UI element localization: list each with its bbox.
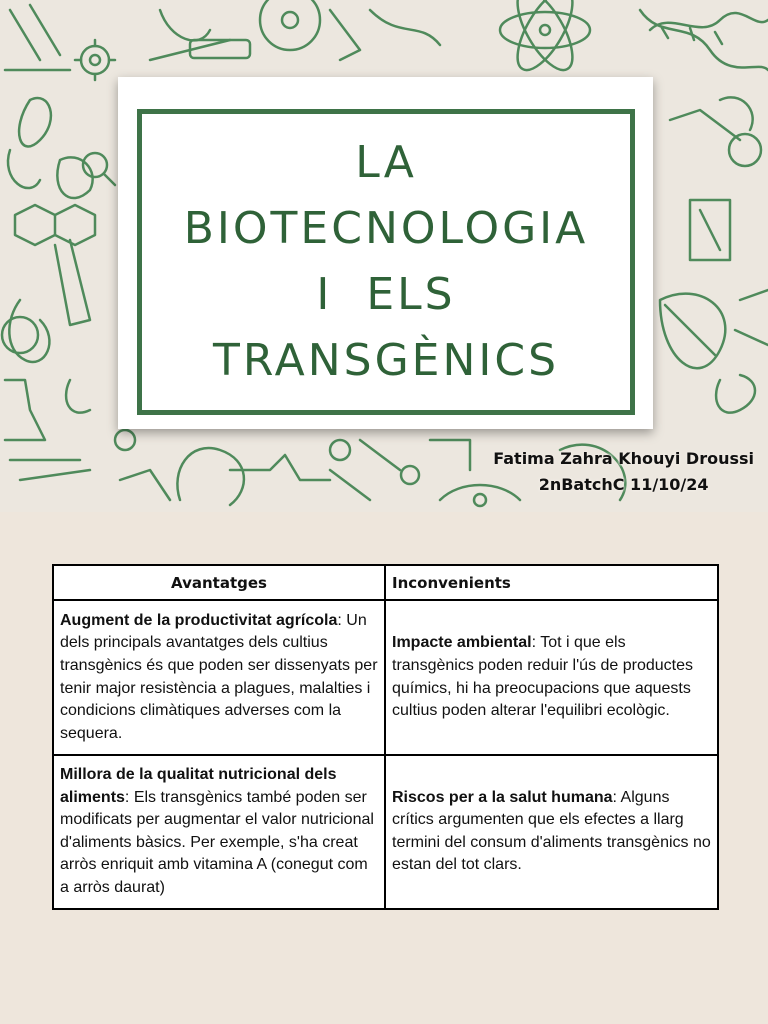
class-date: 2nBatchC 11/10/24 [538,475,709,494]
advantage-text: : Un dels principals avantatges dels cultius transgènics és que poden ser dissenyats per tenir major resistència a plagues, malalties i condicions climàtiques adverses com la sequera. [60,611,378,742]
disadvantage-cell [385,755,718,909]
advantage-cell [53,600,385,755]
table-row [53,600,718,755]
advantage-title: Millora de la qualitat nutricional dels aliments [60,766,337,806]
disadvantage-title: Riscos per a la salut humana [392,788,613,806]
table-row [53,755,718,909]
pros-cons-table [52,564,719,910]
header-disadvantages: Inconvenients [385,565,718,600]
advantage-title: Augment de la productivitat agrícola [60,611,338,629]
title-line: BIOTECNOLOGIA [183,203,589,254]
disadvantage-text: : Alguns crítics argumenten que els efectes a llarg termini del consum d'aliments transgènics no estan del tot clars. [392,788,711,874]
advantage-cell [53,755,385,909]
author-name: Fatima Zahra Khouyi Droussi [493,449,754,468]
title-line: I ELS [316,269,456,320]
title-line: LA [355,137,417,188]
title-line: TRANSGÈNICS [212,335,560,386]
table-header-row [53,565,718,600]
disadvantage-title: Impacte ambiental [392,634,532,652]
disadvantage-cell [385,600,718,755]
title-frame [137,109,635,415]
disadvantage-text: : Tot i que els transgènics poden reduir l'ús de productes químics, hi ha preocupacions que aquests cultius poden alterar l'equilibri ecològic. [392,634,694,720]
header-advantages: Avantatges [53,565,385,600]
title-card [118,77,653,429]
advantage-text: : Els transgènics també poden ser modificats per augmentar el valor nutricional d'aliments bàsics. Per exemple, s'ha creat arròs enriquit amb vitamina A (conegut com a arròs daurat) [60,788,374,896]
author-block [493,446,754,498]
